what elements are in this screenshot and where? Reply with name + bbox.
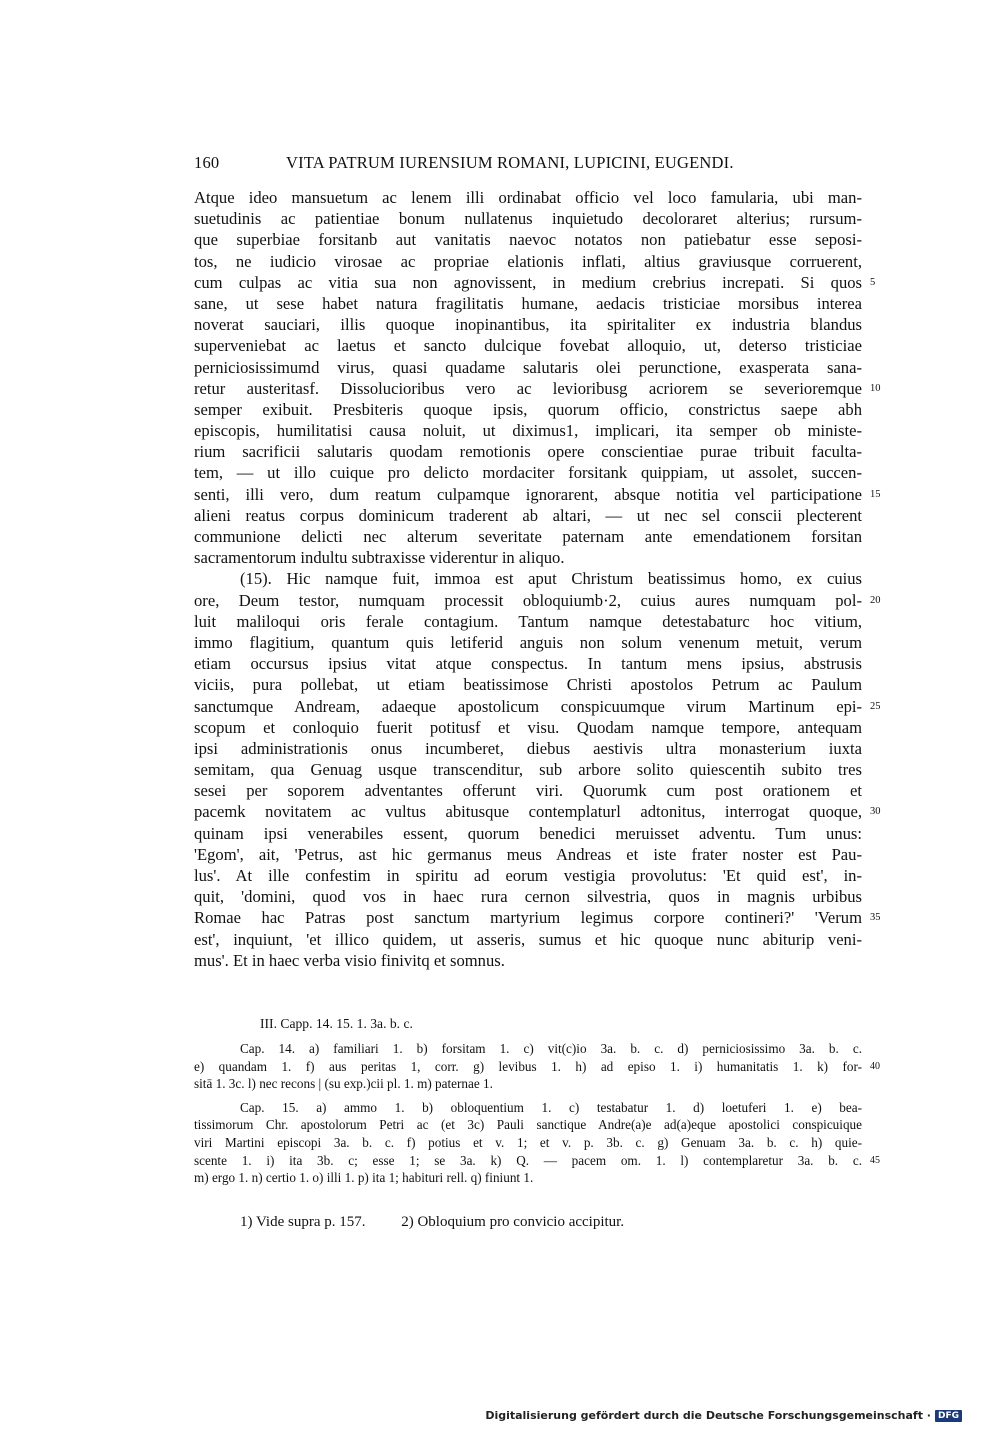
text-line-content: senti, illi vero, dum reatum culpamque ignorarent, absque notitia vel participatione [194,484,862,504]
text-line [194,462,862,483]
text-line [194,399,862,420]
text-line-content: ore, Deum testor, numquam processit obloquiumb·2, cuius aures numquam pol- [194,590,862,610]
text-line [194,420,862,441]
line-number: 30 [870,806,881,818]
apparatus-line [194,1134,862,1152]
apparatus-line-content: Cap. 15. a) ammo 1. b) obloquentium 1. c) testabatur 1. d) loetuferi 1. e) bea- [240,1099,862,1115]
text-line-content: que superbiae forsitanb aut vanitatis naevoc notatos non patiebatur esse seposi- [194,230,862,250]
text-line [194,357,862,378]
text-line [194,907,881,928]
apparatus-line [194,1075,862,1093]
footnote-1: 1) Vide supra p. 157. [240,1214,366,1230]
text-line [194,950,862,971]
text-line [194,335,862,356]
text-line-content: cum culpas ac vitia sua non agnovissent, in medium crebrius increpati. Si quos [194,272,862,292]
text-line-content: sanctumque Andream, adaeque apostolicum conspicuumque virum Martinum epi- [194,696,862,716]
line-number: 20 [870,594,881,606]
text-line [194,590,881,611]
apparatus-line [194,1040,862,1058]
text-line-content: etiam occursus ipsius vitat atque conspectus. In tantum mens ipsius, abstrusis [194,654,862,674]
text-line-content: tem, — ut illo cuique pro delicto mordaciter forsitank quippiam, ut assolet, succen- [194,463,862,483]
text-line-content: communione delicti nec alterum severitate paternam ante emendationem forsitan [194,527,862,546]
apparatus-line-content: viri Martini episcopi 3a. b. c. f) potius et v. 1; et v. p. 3b. c. g) Genuam 3a. b. c. h) quie- [194,1134,862,1150]
text-line [194,208,862,229]
text-line [194,187,862,208]
apparatus-line [194,1169,862,1187]
text-line [194,293,862,314]
text-line-content: perniciosissimumd virus, quasi quadame salutaris olei perunctione, exasperata sana- [194,357,862,377]
text-line-content: sesei per soporem adventantes offerunt viri. Quorumk cum post orationem et [194,781,862,801]
text-line-content: semitam, qua Genuag usque transcenditur, sub arbore solito quiescentih subito tres [194,760,862,780]
text-line [194,251,862,272]
text-line [194,674,862,695]
text-line [194,738,862,759]
text-line-content: ipsi administrationis onus incumberet, diebus aestivis ultra monasterium iuxta [194,738,862,758]
text-line-content: semper exibuit. Presbiteris quoque ipsis, quorum officio, constrictus saepe abh [194,399,862,419]
text-line-content: immo flagitium, quantum quis letiferid anguis non solum venenum metuit, verum [194,632,862,652]
text-line [194,823,862,844]
text-line-content: viciis, pura pollebat, ut etiam beatissimose Christi apostolos Petrum ac Paulum [194,675,862,695]
text-line-content: Atque ideo mansuetum ac lenem illi ordinabat officio vel loco famularia, ubi man- [194,188,862,207]
apparatus-section-label: III. Capp. 14. 15. 1. 3a. b. c. [260,1016,413,1031]
text-line [194,484,881,505]
text-line-content: rium sacrificii salutaris quodam remotionis opere conscientiae purae tribuit faculta- [194,442,862,462]
running-title: VITA PATRUM IURENSIUM ROMANI, LUPICINI, EUGENDI. [286,153,734,172]
line-number: 25 [870,700,881,712]
text-line [194,441,862,462]
text-line [194,759,862,780]
text-line-content: superveniebat ac laetus et sancto dulcique fovebat alloquio, ut, deterso tristiciae [194,336,862,356]
line-number: 35 [870,912,881,924]
text-line [194,229,862,250]
text-line-content: noverat sauciari, illis quoque inopinantibus, ita spiritaliter ex industria blandus [194,315,862,335]
apparatus-line [194,1099,862,1117]
text-line [194,547,862,568]
line-number: 5 [870,276,876,288]
text-line [194,780,862,801]
text-line-content: sacramentorum indultu subtraxisse viderentur in aliquo. [194,548,565,568]
critical-apparatus [194,1040,880,1187]
apparatus-line-content: e) quandam 1. f) aus peritas 1, corr. g) levibus 1. h) ad episo 1. i) humanitatis 1. k) for- [194,1058,862,1074]
apparatus-line-content: tissimorum Chr. apostolorum Petri ac (et 3c) Pauli sanctique Andre(a)e ad(a)eque apostolici conspicuique [194,1117,862,1133]
digitization-credit [485,1409,962,1422]
text-line [194,696,881,717]
apparatus-line-content: Cap. 14. a) familiari 1. b) forsitam 1. c) vit(c)io 3a. b. c. d) perniciosissimo 3a. b. c. [240,1041,862,1056]
text-line-content: episcopis, humilitatisi causa noluit, ut diximus1, implicari, ita semper ob ministe- [194,421,862,441]
text-line-content: pacemk novitatem ac vultus abitusque contemplaturl adtonitus, interrogat quoque, [194,802,862,822]
text-line [194,314,862,335]
text-line-content: tos, ne iudicio virosae ac propriae elationis inflati, altius graviusque corruerent, [194,251,862,271]
text-line [194,505,862,526]
text-line-content: lus'. At ille confestim in spiritu ad eorum vestigia provolutus: 'Et quid est', in- [194,866,862,885]
footnote-2: 2) Obloquium pro convicio accipitur. [401,1214,625,1230]
credit-text: Digitalisierung gefördert durch die Deutsche Forschungsgemeinschaft · [485,1409,931,1422]
apparatus-line [194,1058,880,1076]
text-line [194,378,881,399]
text-line-content: quinam ipsi venerabiles essent, quorum benedici meruisset adventu. Tum unus: [194,823,862,843]
line-number: 40 [870,1060,880,1072]
apparatus-line-content: sitā 1. 3c. l) nec recons | (su exp.)cii pl. 1. m) paternae 1. [194,1076,493,1092]
text-line [194,929,862,950]
text-line-content: scopum et conloquio fuerit potitusf et visu. Quodam namque tempore, antequam [194,717,862,737]
footnotes [240,1214,656,1231]
text-line-content: suetudinis ac patientiae bonum nullatenus inquietudo decoloraret alterius; rursum- [194,209,862,229]
text-line [194,611,862,632]
text-line [194,526,862,547]
apparatus-line [194,1116,862,1134]
main-text [194,187,881,971]
text-line-content: luit maliloqui oris ferale contagium. Tantum namque detestabaturc hoc vitium, [194,611,862,631]
text-line [194,653,862,674]
text-line-content: alieni reatus corpus dominicum traderent ab altari, — ut nec sel conscii plecterent [194,505,862,525]
line-number: 10 [870,382,881,394]
text-line [194,568,862,589]
line-number: 45 [870,1154,880,1166]
text-line [194,865,862,886]
page-number: 160 [194,153,220,172]
text-line [194,844,862,865]
text-line-content: Romae hac Patras post sanctum martyrium legimus corpore contineri?' 'Verum [194,908,862,928]
dfg-logo: DFG [935,1410,962,1422]
text-line-content: sane, ut sese habet natura fragilitatis humane, aedacis tristiciae morsibus interea [194,293,862,313]
text-line-content: 'Egom', ait, 'Petrus, ast hic germanus meus Andreas et iste frater noster est Pau- [194,844,862,864]
text-line [194,886,862,907]
text-line-content: quit, 'domini, quod vos in haec rura cernon silvestria, quos in magnis urbibus [194,887,862,907]
text-line [194,801,881,822]
apparatus-line-content: m) ergo 1. n) certio 1. o) illi 1. p) ita 1; habituri rell. q) finiunt 1. [194,1170,534,1186]
text-line-content: (15). Hic namque fuit, immoa est aput Christum beatissimus homo, ex cuius [240,569,862,589]
text-line-content: retur austeritasf. Dissolucioribus vero ac levioribusg acriorem se severioremque [194,378,862,398]
running-header [194,153,874,177]
text-line [194,272,876,293]
text-line [194,632,862,653]
text-line-content: mus'. Et in haec verba visio finivitq et somnus. [194,950,505,970]
text-line-content: est', inquiunt, 'et illico quidem, ut asseris, sumus et hic quoque nunc abiturip veni- [194,929,862,949]
apparatus-line [194,1152,880,1170]
apparatus-line-content: scente 1. i) ita 3b. c; esse 1; se 3a. k) Q. — pacem om. 1. l) contemplaretur 3a. b. c. [194,1152,862,1168]
line-number: 15 [870,488,881,500]
text-line [194,717,862,738]
